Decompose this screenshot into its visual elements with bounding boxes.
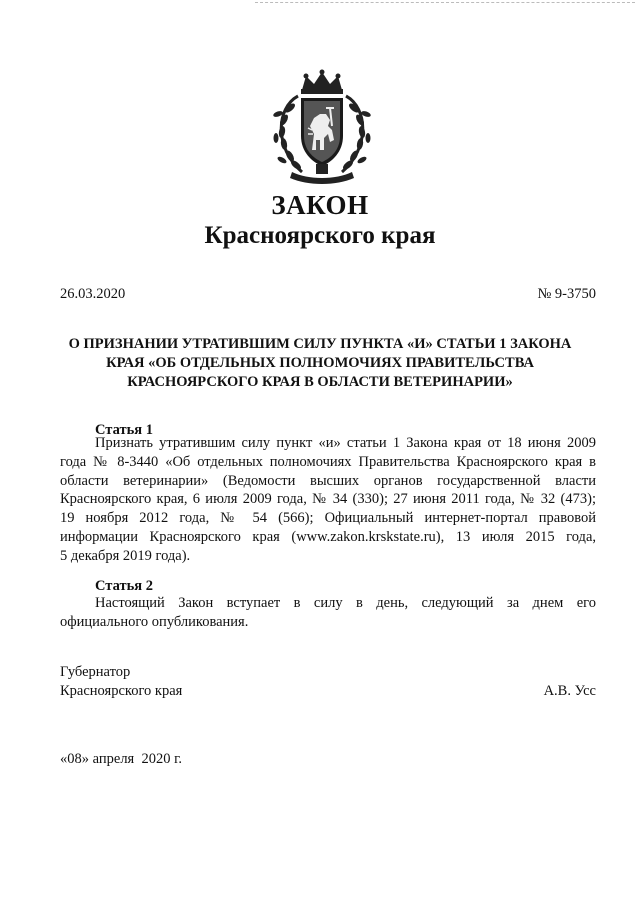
article-2-text (60, 594, 596, 632)
signed-date: «08» апреля 2020 г. (60, 751, 183, 767)
text-line: 19 ноября 2012 года, № 54 (566); Официальный интернет-портал правовой (60, 510, 596, 527)
heading-line: КРАСНОЯРСКОГО КРАЯ В ОБЛАСТИ ВЕТЕРИНАРИИ» (127, 374, 513, 390)
text-line: 5 декабря 2019 года). (60, 547, 191, 564)
signatory-name: А.В. Усс (543, 683, 596, 699)
shield-icon (301, 98, 343, 166)
text-line: официального опубликования. (60, 613, 249, 630)
heading-line: О ПРИЗНАНИИ УТРАТИВШИМ СИЛУ ПУНКТА «И» СТАТЬИ 1 ЗАКОНА (68, 336, 572, 352)
law-heading (40, 335, 600, 392)
scan-edge-line (255, 2, 635, 4)
crown-icon (301, 70, 343, 95)
text-line: Признать утратившим силу пункт «и» статьи 1 Закона края от 18 июня 2009 (95, 435, 596, 451)
text-line: года № 8-3440 «Об отдельных полномочиях Правительства Красноярского края в (60, 453, 596, 470)
article-2-title: Статья 2 (95, 578, 153, 594)
law-date: 26.03.2020 (60, 286, 126, 302)
coat-of-arms-emblem (268, 68, 376, 186)
text-line: Красноярского края, 6 июля 2009 года, № 34 (330); 27 июня 2011 года, № 32 (473); (60, 491, 596, 508)
signatory-position-line1: Губернатор (60, 664, 131, 680)
heading-line: КРАЯ «ОБ ОТДЕЛЬНЫХ ПОЛНОМОЧИЯХ ПРАВИТЕЛЬСТВА (106, 355, 534, 371)
article-1-text (60, 434, 596, 566)
law-number: № 9-3750 (537, 286, 596, 302)
text-line: информации Красноярского края (www.zakon.krskstate.ru), 13 июля 2015 года, (60, 528, 596, 545)
signatory-position-line2: Красноярского края (60, 683, 183, 699)
text-line: области ветеринарии» (Ведомости высших органов государственной власти (60, 472, 596, 489)
text-line: Настоящий Закон вступает в силу в день, следующий за днем его (95, 595, 596, 611)
document-subtitle: Красноярского края (204, 222, 436, 249)
article-1-title: Статья 1 (95, 422, 153, 438)
document-title: ЗАКОН (271, 190, 369, 220)
